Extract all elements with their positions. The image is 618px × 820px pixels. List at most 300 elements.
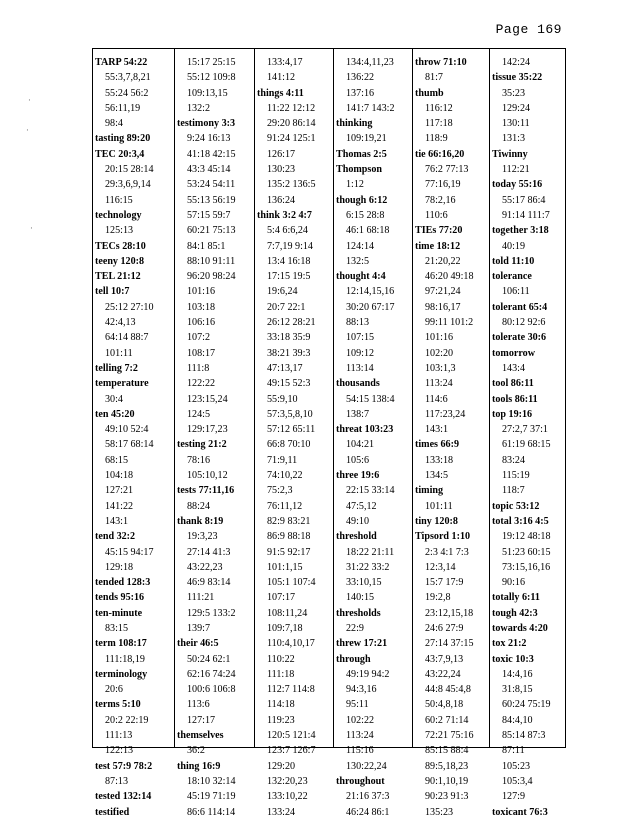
index-term: together 3:18 (492, 225, 549, 237)
index-reference: 105:23 (502, 760, 531, 772)
index-term: Tipsord 1:10 (415, 531, 471, 543)
index-term: tasting 89:20 (95, 133, 151, 145)
index-reference: 129:5 133:2 (187, 607, 236, 619)
page-number: Page 169 (495, 22, 562, 37)
index-reference: 141:12 (267, 72, 296, 84)
index-reference: 110:4,10,17 (267, 638, 315, 650)
index-reference: 85:14 87:3 (502, 730, 546, 742)
index-term: topic 53:12 (492, 500, 540, 512)
index-reference: 68:15 (105, 454, 128, 466)
index-reference: 57:3,5,8,10 (267, 408, 313, 420)
index-reference: 55:12 109:8 (187, 72, 236, 84)
index-term: TEL 21:12 (95, 271, 141, 283)
index-reference: 102:22 (346, 714, 375, 726)
index-table (92, 48, 566, 818)
index-reference: 64:14 88:7 (105, 332, 149, 344)
index-term: today 55:16 (492, 179, 543, 191)
index-reference: 104:18 (105, 470, 134, 482)
index-reference: 139:7 (187, 622, 210, 634)
index-term: tell 10:7 (95, 286, 130, 298)
index-term: terms 5:10 (95, 699, 141, 711)
index-reference: 26:12 28:21 (267, 317, 316, 329)
index-column (93, 49, 174, 818)
index-reference: 98:4 (105, 118, 123, 130)
index-reference: 47:13,17 (267, 362, 303, 374)
index-reference: 57:12 65:11 (267, 424, 316, 436)
index-reference: 20:6 (105, 684, 123, 696)
index-reference: 103:1,3 (425, 362, 456, 374)
index-term: tested 132:14 (95, 791, 152, 803)
index-reference: 71:9,11 (267, 454, 298, 466)
index-term: tissue 35:22 (492, 72, 543, 84)
index-reference: 101:1,15 (267, 561, 303, 573)
index-reference: 114:6 (425, 393, 448, 405)
index-reference: 143:1 (105, 515, 128, 527)
index-reference: 27:2,7 37:1 (502, 424, 548, 436)
index-reference: 51:23 60:15 (502, 546, 551, 558)
index-reference: 38:21 39:3 (267, 347, 311, 359)
index-reference: 132:5 (346, 255, 369, 267)
index-term: themselves (177, 730, 224, 742)
index-reference: 111:13 (105, 730, 133, 742)
index-reference: 50:4,8,18 (425, 699, 464, 711)
index-reference: 136:24 (267, 194, 296, 206)
index-term: testified (95, 806, 130, 818)
index-term: think 3:2 4:7 (257, 209, 312, 221)
index-term: tends 95:16 (95, 592, 145, 604)
index-reference: 90:23 91:3 (425, 791, 469, 803)
index-reference: 116:12 (425, 102, 453, 114)
index-reference: 127:9 (502, 791, 525, 803)
index-term: threshold (336, 531, 377, 543)
index-reference: 100:6 106:8 (187, 684, 236, 696)
index-reference: 122:13 (105, 745, 134, 757)
index-reference: 18:22 21:11 (346, 546, 395, 558)
index-reference: 143:1 (425, 424, 448, 436)
index-reference: 116:15 (105, 194, 133, 206)
index-column (333, 49, 412, 818)
index-term: teeny 120:8 (95, 255, 145, 267)
index-reference: 55:13 56:19 (187, 194, 236, 206)
index-reference: 31:22 33:2 (346, 561, 390, 573)
index-reference: 138:7 (346, 408, 369, 420)
index-reference: 143:4 (502, 362, 525, 374)
index-term: towards 4:20 (492, 622, 548, 634)
index-reference: 119:23 (267, 714, 295, 726)
index-reference: 102:20 (425, 347, 454, 359)
index-term: technology (95, 209, 142, 221)
index-reference: 20:15 28:14 (105, 164, 154, 176)
index-term: TIEs 77:20 (415, 225, 463, 237)
index-term: time 18:12 (415, 240, 461, 252)
index-reference: 45:19 71:19 (187, 791, 236, 803)
index-reference: 46:24 86:1 (346, 806, 390, 818)
index-reference: 131:3 (502, 133, 525, 145)
index-term: three 19:6 (336, 470, 380, 482)
index-reference: 45:15 94:17 (105, 546, 154, 558)
margin-mark: · (30, 224, 33, 234)
index-reference: 133:4,17 (267, 57, 303, 68)
index-reference: 54:15 138:4 (346, 393, 395, 405)
index-reference: 73:15,16,16 (502, 561, 551, 573)
index-term: thought 4:4 (336, 271, 386, 283)
index-reference: 126:17 (267, 148, 296, 160)
index-reference: 81:7 (425, 72, 443, 84)
index-reference: 47:5,12 (346, 500, 377, 512)
index-reference: 94:3,16 (346, 684, 377, 696)
index-reference: 76:2 77:13 (425, 164, 469, 176)
index-reference: 60:24 75:19 (502, 699, 551, 711)
index-column (254, 49, 333, 818)
index-term: throughout (336, 775, 385, 787)
index-reference: 141:7 143:2 (346, 102, 395, 114)
index-reference: 55:24 56:2 (105, 87, 149, 99)
index-reference: 130:22,24 (346, 760, 387, 772)
index-reference: 60:2 71:14 (425, 714, 469, 726)
index-reference: 111:8 (187, 362, 210, 374)
index-reference: 46:1 68:18 (346, 225, 390, 237)
index-reference: 49:15 52:3 (267, 378, 311, 390)
index-term: toxicant 76:3 (492, 806, 548, 818)
index-reference: 137:16 (346, 87, 375, 99)
index-reference: 112:21 (502, 164, 530, 176)
index-term: tools 86:11 (492, 393, 538, 405)
index-reference: 129:18 (105, 561, 134, 573)
index-reference: 42:4,13 (105, 317, 136, 329)
index-reference: 33:18 35:9 (267, 332, 311, 344)
index-reference: 107:15 (346, 332, 375, 344)
index-reference: 44:8 45:4,8 (425, 684, 471, 696)
index-reference: 108:11,24 (267, 607, 308, 619)
index-reference: 89:5,18,23 (425, 760, 469, 772)
index-reference: 88:13 (346, 317, 369, 329)
index-reference: 49:10 52:4 (105, 424, 149, 436)
index-term: tests 77:11,16 (177, 485, 235, 497)
index-column (489, 49, 565, 818)
index-reference: 113:24 (346, 730, 374, 742)
index-term: testimony 3:3 (177, 118, 236, 130)
index-reference: 35:23 (502, 87, 525, 99)
index-term: testing 21:2 (177, 439, 227, 451)
index-term: thank 8:19 (177, 515, 224, 527)
index-reference: 135:2 136:5 (267, 179, 316, 191)
margin-mark: · (28, 96, 31, 106)
index-column (174, 49, 254, 818)
index-reference: 12:14,15,16 (346, 286, 395, 298)
index-term: thing 16:9 (177, 760, 221, 772)
index-reference: 129:20 (267, 760, 296, 772)
index-reference: 141:22 (105, 500, 134, 512)
index-reference: 115:19 (502, 470, 530, 482)
index-reference: 66:8 70:10 (267, 439, 311, 451)
index-reference: 43:22,23 (187, 561, 223, 573)
index-term: terminology (95, 668, 148, 680)
index-reference: 13:4 16:18 (267, 255, 311, 267)
index-reference: 55:17 86:4 (502, 194, 546, 206)
index-reference: 91:5 92:17 (267, 546, 311, 558)
index-reference: 5:4 6:6,24 (267, 225, 308, 237)
index-reference: 129:17,23 (187, 424, 228, 436)
index-term: told 11:10 (492, 255, 535, 267)
index-term: total 3:16 4:5 (492, 515, 549, 527)
index-reference: 133:24 (267, 806, 296, 818)
index-reference: 83:24 (502, 454, 525, 466)
index-reference: 23:12,15,18 (425, 607, 474, 619)
index-term: tiny 120:8 (415, 515, 458, 527)
index-reference: 133:18 (425, 454, 454, 466)
index-reference: 78:16 (187, 454, 210, 466)
index-reference: 22:15 33:14 (346, 485, 395, 497)
index-reference: 1:12 (346, 179, 364, 191)
index-reference: 76:11,12 (267, 500, 303, 512)
index-reference: 9:24 16:13 (187, 133, 231, 145)
index-reference: 15:7 17:9 (425, 577, 464, 589)
index-reference: 111:18,19 (105, 653, 145, 665)
index-reference: 55:9,10 (267, 393, 298, 405)
index-reference: 127:21 (105, 485, 134, 497)
index-reference: 31:8,15 (502, 684, 533, 696)
index-reference: 6:15 28:8 (346, 209, 385, 221)
index-reference: 109:12 (346, 347, 375, 359)
index-term: tox 21:2 (492, 638, 527, 650)
index-reference: 7:7,19 9:14 (267, 240, 313, 252)
index-reference: 125:13 (105, 225, 134, 237)
index-reference: 105:10,12 (187, 470, 228, 482)
index-reference: 124:5 (187, 408, 210, 420)
index-term: tomorrow (492, 347, 535, 359)
index-reference: 72:21 75:16 (425, 730, 474, 742)
index-reference: 55:3,7,8,21 (105, 72, 151, 84)
index-reference: 123:15,24 (187, 393, 228, 405)
index-reference: 41:18 42:15 (187, 148, 236, 160)
index-reference: 117:18 (425, 118, 453, 130)
margin-mark: · (26, 126, 29, 136)
index-reference: 107:17 (267, 592, 296, 604)
index-term: totally 6:11 (492, 592, 540, 604)
index-reference: 30:4 (105, 393, 123, 405)
index-reference: 108:17 (187, 347, 216, 359)
index-reference: 14:4,16 (502, 668, 533, 680)
index-reference: 106:11 (502, 286, 530, 298)
index-reference: 12:3,14 (425, 561, 456, 573)
index-reference: 106:16 (187, 317, 216, 329)
index-reference: 111:18 (267, 668, 295, 680)
index-reference: 29:20 86:14 (267, 118, 316, 130)
index-reference: 132:2 (187, 102, 210, 114)
index-reference: 43:3 45:14 (187, 164, 231, 176)
index-reference: 20:7 22:1 (267, 301, 306, 313)
index-reference: 133:10,22 (267, 791, 308, 803)
index-reference: 111:21 (187, 592, 215, 604)
index-term: thresholds (336, 607, 381, 619)
index-term: timing (415, 485, 444, 497)
index-term: Tiwinny (492, 148, 528, 160)
index-reference: 20:2 22:19 (105, 714, 149, 726)
index-reference: 107:2 (187, 332, 210, 344)
index-reference: 101:16 (187, 286, 216, 298)
index-reference: 82:9 83:21 (267, 515, 311, 527)
index-reference: 88:10 91:11 (187, 255, 236, 267)
index-reference: 36:2 (187, 745, 205, 757)
index-reference: 85:15 88:4 (425, 745, 469, 757)
index-reference: 120:5 121:4 (267, 730, 316, 742)
index-reference: 95:11 (346, 699, 369, 711)
index-reference: 90:16 (502, 577, 525, 589)
index-reference: 123:7 126:7 (267, 745, 316, 757)
index-reference: 77:16,19 (425, 179, 461, 191)
index-term: term 108:17 (95, 638, 147, 650)
index-reference: 22:9 (346, 622, 364, 634)
index-reference: 62:16 74:24 (187, 668, 236, 680)
index-reference: 91:24 125:1 (267, 133, 316, 145)
index-term: through (336, 653, 371, 665)
index-term: TARP 54:22 (95, 57, 148, 68)
index-reference: 49:19 94:2 (346, 668, 390, 680)
index-reference: 75:2,3 (267, 485, 293, 497)
index-reference: 24:6 27:9 (425, 622, 464, 634)
index-term: thumb (415, 87, 444, 99)
index-reference: 91:14 111:7 (502, 209, 550, 221)
index-term: their 46:5 (177, 638, 219, 650)
index-reference: 27:14 41:3 (187, 546, 231, 558)
index-reference: 19:3,23 (187, 531, 218, 543)
index-term: tolerate 30:6 (492, 332, 547, 344)
index-reference: 49:10 (346, 515, 369, 527)
index-term: tolerant 65:4 (492, 301, 548, 313)
index-reference: 84:1 85:1 (187, 240, 226, 252)
index-reference: 103:18 (187, 301, 216, 313)
index-reference: 84:4,10 (502, 714, 533, 726)
index-term: tool 86:11 (492, 378, 534, 390)
index-reference: 86:6 114:14 (187, 806, 236, 818)
index-reference: 58:17 68:14 (105, 439, 154, 451)
index-reference: 122:22 (187, 378, 216, 390)
index-reference: 132:20,23 (267, 775, 308, 787)
index-reference: 105:1 107:4 (267, 577, 316, 589)
index-reference: 19:2,8 (425, 592, 451, 604)
index-reference: 29:3,6,9,14 (105, 179, 151, 191)
index-reference: 134:4,11,23 (346, 57, 394, 68)
index-reference: 15:17 25:15 (187, 57, 236, 68)
index-reference: 17:15 19:5 (267, 271, 311, 283)
index-reference: 57:15 59:7 (187, 209, 231, 221)
index-term: ten-minute (95, 607, 143, 619)
index-reference: 21:20,22 (425, 255, 461, 267)
index-reference: 25:12 27:10 (105, 301, 154, 313)
index-term: throw 71:10 (415, 57, 467, 68)
index-reference: 113:24 (425, 378, 453, 390)
index-term: temperature (95, 378, 149, 390)
index-reference: 115:16 (346, 745, 374, 757)
index-reference: 11:22 12:12 (267, 102, 316, 114)
index-reference: 110:6 (425, 209, 448, 221)
index-reference: 2:3 4:1 7:3 (425, 546, 469, 558)
index-reference: 87:13 (105, 775, 128, 787)
index-term: top 19:16 (492, 408, 533, 420)
index-reference: 87:11 (502, 745, 525, 757)
index-reference: 114:18 (267, 699, 295, 711)
index-term: ten 45:20 (95, 408, 135, 420)
index-reference: 46:20 49:18 (425, 271, 474, 283)
index-term: TEC 20:3,4 (95, 148, 145, 160)
index-term: tough 42:3 (492, 607, 538, 619)
index-reference: 78:2,16 (425, 194, 456, 206)
index-reference: 61:19 68:15 (502, 439, 551, 451)
index-reference: 129:24 (502, 102, 531, 114)
index-term: TECs 28:10 (95, 240, 146, 252)
index-reference: 112:7 114:8 (267, 684, 315, 696)
index-term: tie 66:16,20 (415, 148, 465, 160)
index-reference: 117:23,24 (425, 408, 466, 420)
index-term: tend 32:2 (95, 531, 136, 543)
index-term: things 4:11 (257, 87, 304, 99)
index-reference: 140:15 (346, 592, 375, 604)
index-reference: 53:24 54:11 (187, 179, 236, 191)
index-reference: 110:22 (267, 653, 295, 665)
index-term: times 66:9 (415, 439, 460, 451)
index-reference: 105:6 (346, 454, 369, 466)
index-reference: 135:23 (425, 806, 454, 818)
index-reference: 113:14 (346, 362, 374, 374)
index-reference: 43:22,24 (425, 668, 461, 680)
index-reference: 109:19,21 (346, 133, 387, 145)
index-reference: 101:11 (425, 500, 453, 512)
index-reference: 80:12 92:6 (502, 317, 546, 329)
index-reference: 88:24 (187, 500, 210, 512)
index-reference: 83:15 (105, 622, 128, 634)
index-reference: 109:7,18 (267, 622, 303, 634)
index-reference: 19:12 48:18 (502, 531, 551, 543)
index-term: Thomas 2:5 (336, 148, 387, 160)
index-term: tended 128:3 (95, 577, 151, 589)
index-reference: 142:24 (502, 57, 531, 68)
index-reference: 113:6 (187, 699, 210, 711)
index-reference: 46:9 83:14 (187, 577, 231, 589)
index-reference: 96:20 98:24 (187, 271, 236, 283)
index-reference: 101:16 (425, 332, 454, 344)
index-reference: 97:21,24 (425, 286, 461, 298)
index-reference: 90:1,10,19 (425, 775, 469, 787)
index-reference: 74:10,22 (267, 470, 303, 482)
index-reference: 30:20 67:17 (346, 301, 395, 313)
index-reference: 136:22 (346, 72, 375, 84)
index-reference: 118:9 (425, 133, 448, 145)
index-term: thousands (336, 378, 380, 390)
index-column (412, 49, 489, 818)
index-reference: 98:16,17 (425, 301, 461, 313)
index-reference: 50:24 62:1 (187, 653, 231, 665)
index-reference: 19:6,24 (267, 286, 298, 298)
index-term: thinking (336, 118, 373, 130)
index-reference: 99:11 101:2 (425, 317, 474, 329)
index-term: threw 17:21 (336, 638, 388, 650)
index-reference: 127:17 (187, 714, 216, 726)
index-reference: 130:11 (502, 118, 530, 130)
index-reference: 105:3,4 (502, 775, 533, 787)
index-reference: 60:21 75:13 (187, 225, 236, 237)
index-reference: 86:9 88:18 (267, 531, 311, 543)
index-term: test 57:9 78:2 (95, 760, 153, 772)
index-reference: 40:19 (502, 240, 525, 252)
index-reference: 18:10 32:14 (187, 775, 236, 787)
index-reference: 130:23 (267, 164, 296, 176)
index-term: threat 103:23 (336, 424, 394, 436)
index-term: toxic 10:3 (492, 653, 534, 665)
index-reference: 33:10,15 (346, 577, 382, 589)
index-reference: 134:5 (425, 470, 448, 482)
index-reference: 27:14 37:15 (425, 638, 474, 650)
index-term: Thompson (336, 164, 383, 176)
